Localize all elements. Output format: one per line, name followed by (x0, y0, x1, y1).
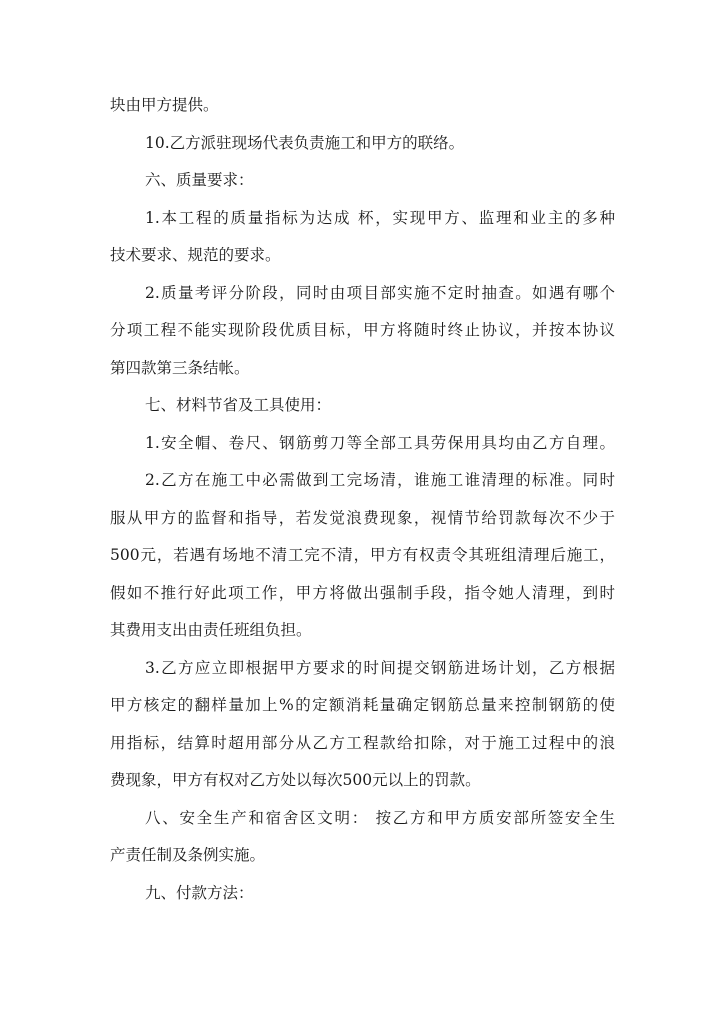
document-body (110, 87, 615, 912)
section-heading: 七、材料节省及工具使用： (145, 396, 332, 414)
section-heading: 九、付款方法： (145, 883, 254, 902)
paragraph-line: 第四款第三条结帐。 (110, 358, 250, 377)
paragraph-line: 分项工程不能实现阶段优质目标，甲方将随时终止协议，并按本协议 (110, 321, 615, 339)
paragraph-line: 费现象，甲方有权对乙方处以每次500元以上的罚款。 (110, 771, 481, 789)
paragraph-line: 2.乙方在施工中必需做到工完场清，谁施工谁清理的标准。同时 (145, 471, 615, 489)
paragraph-line: 用指标，结算时超用部分从乙方工程款给扣除，对于施工过程中的浪 (110, 733, 615, 752)
paragraph-line: 假如不推行好此项工作，甲方将做出强制手段，指令她人清理，到时 (110, 583, 615, 602)
paragraph-line: 2.质量考评分阶段，同时由项目部实施不定时抽查。如遇有哪个 (145, 283, 615, 302)
paragraph-line: 其费用支出由责任班组负担。 (110, 621, 312, 639)
paragraph-line: 甲方核定的翻样量加上%的定额消耗量确定钢筋总量来控制钢筋的使 (110, 696, 615, 714)
paragraph-line: 3.乙方应立即根据甲方要求的时间提交钢筋进场计划，乙方根据 (145, 658, 615, 677)
paragraph-line: 产责任制及条例实施。 (110, 846, 266, 864)
paragraph-line: 10.乙方派驻现场代表负责施工和甲方的联络。 (145, 133, 465, 152)
section-heading: 六、质量要求： (145, 171, 254, 189)
paragraph-line: 500元，若遇有场地不清工完不清，甲方有权责令其班组清理后施工， (110, 546, 615, 564)
paragraph-line: 1.本工程的质量指标为达成 杯，实现甲方、监理和业主的多种 (145, 208, 615, 227)
paragraph-line: 服从甲方的监督和指导，若发觉浪费现象，视情节给罚款每次不少于 (110, 508, 615, 527)
section-heading: 八、安全生产和宿舍区文明： 按乙方和甲方质安部所签安全生 (145, 808, 615, 827)
paragraph-line: 块由甲方提供。 (110, 96, 219, 114)
paragraph-line: 1.安全帽、卷尺、钢筋剪刀等全部工具劳保用具均由乙方自理。 (145, 433, 615, 452)
paragraph-line: 技术要求、规范的要求。 (110, 246, 281, 264)
